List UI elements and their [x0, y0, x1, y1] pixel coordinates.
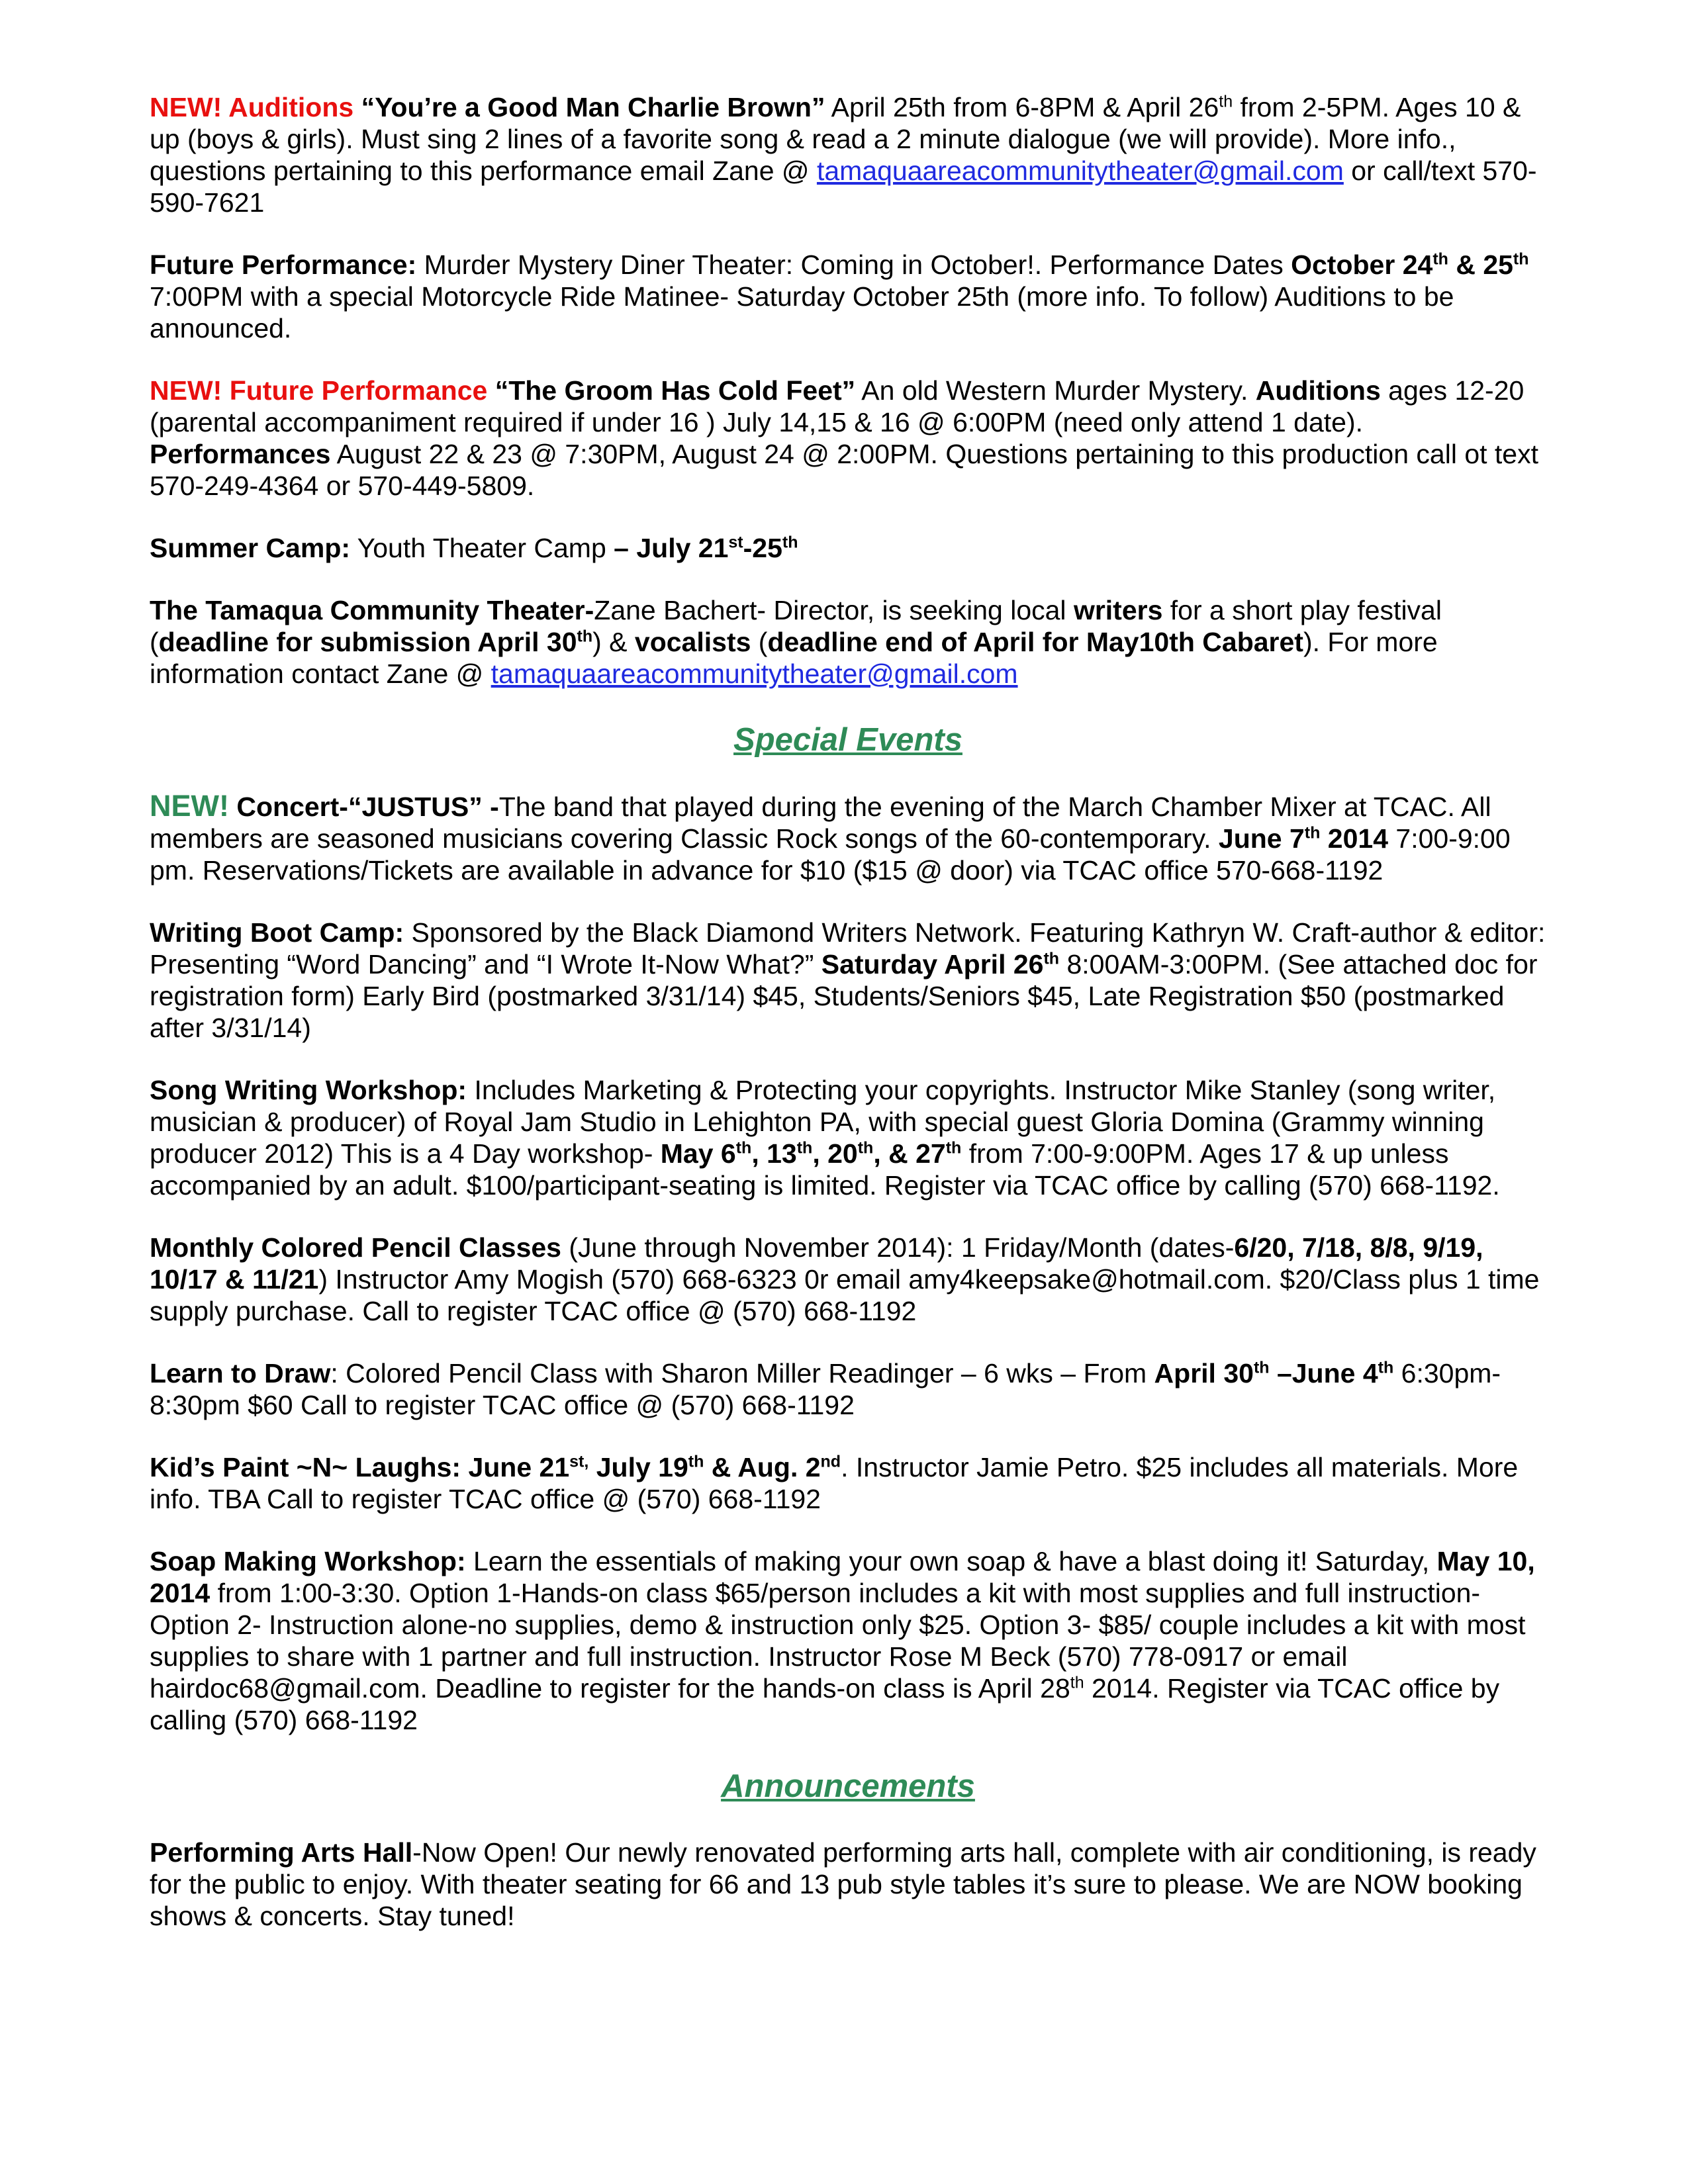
- writing-boot-camp-label: Writing Boot Camp:: [150, 917, 404, 948]
- auditions-label: Auditions: [1255, 375, 1381, 406]
- performing-arts-hall-label: Performing Arts Hall: [150, 1837, 413, 1868]
- new-auditions-label: NEW! Auditions: [150, 92, 354, 122]
- writing-boot-camp-paragraph: Writing Boot Camp: Sponsored by the Black Diamond Writers Network. Featuring Kathryn W. Craft-author & editor: Presenting “Word Dancing” and “I Wrote It-Now What?” Saturday April 26th 8:00AM-3:00PM. (See attached doc for registration form) Early Bird (postmarked 3/31/14) $45, Students/Seniors $45, Late Registration $50 (postmarked after 3/31/14): [150, 917, 1546, 1043]
- kids-paint-paragraph: Kid’s Paint ~N~ Laughs: June $21^{st,}$ July 19th & Aug. 2nd. Instructor Jamie Petro. $25 includes all materials. More info. TBA Call to register TCAC office @ (570) 668-1192: [150, 1452, 1519, 1514]
- concert-justus-paragraph: NEW! Concert-“JUSTUS” -The band that played during the evening of the March Chamber Mixer at TCAC. All members are seasoned musicians covering Classic Rock songs of the 60-contemporary. June 7th 2014 7:00-9:00 pm. Reservations/Tickets are available in advance for $10 ($15 @ door) via TCAC office 570-668-1192: [150, 789, 1511, 886]
- learn-to-draw-label: Learn to Draw: [150, 1358, 331, 1388]
- community-theater-paragraph: The Tamaqua Community Theater-Zane Bachert- Director, is seeking local writers for a short play festival (deadline for submission April 30th) & vocalists (deadline end of April for May10th Cabaret). For more information contact Zane @ tamaquaareacommunitytheater@gmail.com: [150, 595, 1442, 689]
- community-theater-label: The Tamaqua Community Theater-: [150, 595, 594, 625]
- song-writing-workshop-paragraph: Song Writing Workshop: Includes Marketing & Protecting your copyrights. Instructor Mike Stanley (song writer, musician & producer) of Royal Jam Studio in Lehighton PA, with special guest Gloria Domina (Grammy winning producer 2012) This is a 4 Day workshop- May 6th, 13th, 20th, & 27th from 7:00-9:00PM. Ages 17 & up unless accompanied by an adult. $100/participant-seating is limited. Register via TCAC office by calling (570) 668-1192.: [150, 1075, 1500, 1201]
- new-badge: NEW!: [150, 789, 229, 823]
- theater-email-link-2[interactable]: tamaquaareacommunitytheater@gmail.com: [491, 659, 1018, 689]
- summer-camp-paragraph: Summer Camp: Youth Theater Camp – July 21st-25th: [150, 533, 798, 563]
- auditions-charlie-brown-paragraph: NEW! Auditions “You’re a Good Man Charlie Brown” April 25th from 6-8PM & April 26th from 2-5PM. Ages 10 & up (boys & girls). Must sing 2 lines of a favorite song & read a 2 minute dialogue (we will provide). More info., questions pertaining to this performance email Zane @ tamaquaareacommunitytheater@gmail.com or call/text 570-590-7621: [150, 92, 1537, 218]
- announcements-heading: Announcements: [721, 1768, 975, 1804]
- charlie-brown-title: “You’re a Good Man Charlie Brown”: [361, 92, 825, 122]
- newsletter-page: [150, 91, 1546, 1962]
- new-future-performance-label: NEW! Future Performance: [150, 375, 488, 406]
- song-writing-workshop-label: Song Writing Workshop:: [150, 1075, 467, 1105]
- summer-camp-label: Summer Camp:: [150, 533, 351, 563]
- colored-pencil-classes-paragraph: Monthly Colored Pencil Classes (June through November 2014): 1 Friday/Month (dates-6/20, 7/18, 8/8, 9/19, 10/17 & 11/21) Instructor Amy Mogish (570) 668-6323 0r email amy4keepsake@hotmail.com. $20/Class plus 1 time supply purchase. Call to register TCAC office @ (570) 668-1192: [150, 1232, 1540, 1326]
- future-performance-paragraph: Future Performance: Murder Mystery Diner Theater: Coming in October!. Performance Dates October 24th & 25th 7:00PM with a special Motorcycle Ride Matinee- Saturday October 25th (more info. To follow) Auditions to be announced.: [150, 250, 1529, 343]
- theater-email-link[interactable]: tamaquaareacommunitytheater@gmail.com: [816, 156, 1344, 186]
- soap-making-paragraph: Soap Making Workshop: Learn the essentials of making your own soap & have a blast doing it! Saturday, May 10, 2014 from 1:00-3:30. Option 1-Hands-on class $65/person includes a kit with most supplies and full instruction-Option 2- Instruction alone-no supplies, demo & instruction only $25. Option 3- $85/ couple includes a kit with most supplies to share with 1 partner and full instruction. Instructor Rose M Beck (570) 778-0917 or email hairdoc68@gmail.com. Deadline to register for the hands-on class is April 28th 2014. Register via TCAC office by calling (570) 668-1192: [150, 1546, 1535, 1735]
- learn-to-draw-paragraph: Learn to Draw: Colored Pencil Class with Sharon Miller Readinger – 6 wks – From April 30th –June 4th 6:30pm-8:30pm $60 Call to register TCAC office @ (570) 668-1192: [150, 1358, 1501, 1420]
- soap-making-label: Soap Making Workshop:: [150, 1546, 466, 1576]
- groom-cold-feet-title: “The Groom Has Cold Feet”: [487, 375, 856, 406]
- colored-pencil-classes-label: Monthly Colored Pencil Classes: [150, 1232, 561, 1263]
- kids-paint-label: Kid’s Paint ~N~ Laughs: June 21: [150, 1452, 570, 1482]
- performing-arts-hall-paragraph: Performing Arts Hall-Now Open! Our newly renovated performing arts hall, complete with air conditioning, is ready for the public to enjoy. With theater seating for 66 and 13 pub style tables it’s sure to please. We are NOW booking shows & concerts. Stay tuned!: [150, 1837, 1536, 1931]
- special-events-heading: Special Events: [733, 722, 962, 758]
- performances-label: Performances: [150, 439, 331, 469]
- concert-justus-label: Concert-“JUSTUS” -: [228, 792, 499, 822]
- groom-cold-feet-paragraph: NEW! Future Performance “The Groom Has Cold Feet” An old Western Murder Mystery. Auditions ages 12-20 (parental accompaniment required if under 16 ) July 14,15 & 16 @ 6:00PM (need only attend 1 date). Performances August 22 & 23 @ 7:30PM, August 24 @ 2:00PM. Questions pertaining to this production call ot text 570-249-4364 or 570-449-5809.: [150, 375, 1538, 501]
- future-performance-label: Future Performance:: [150, 250, 417, 280]
